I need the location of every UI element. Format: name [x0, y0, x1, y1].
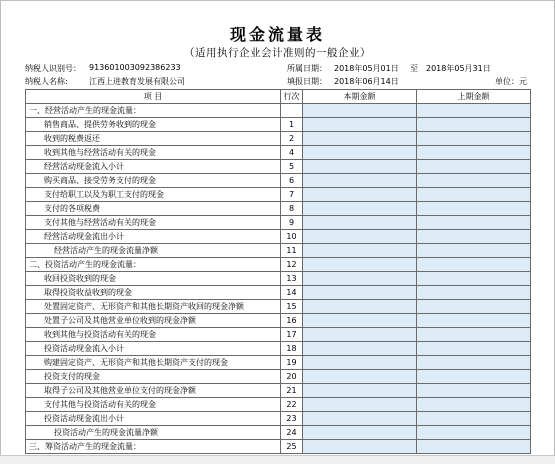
row-index: 9	[281, 216, 303, 230]
period-end: 2018年05月31日	[426, 64, 491, 73]
current-amount-cell[interactable]	[303, 272, 417, 286]
row-index: 10	[281, 230, 303, 244]
table-row	[26, 258, 531, 272]
current-amount-cell[interactable]	[303, 426, 417, 440]
current-amount-cell[interactable]	[303, 356, 417, 370]
table-row	[26, 188, 531, 202]
current-amount-cell[interactable]	[303, 258, 417, 272]
row-item-label: 收到其他与投资活动有关的现金	[26, 328, 281, 342]
table-header-row	[26, 90, 531, 104]
current-amount-cell[interactable]	[303, 342, 417, 356]
previous-amount-cell[interactable]	[417, 370, 531, 384]
previous-amount-cell[interactable]	[417, 216, 531, 230]
row-item-label: 收到的税费返还	[26, 132, 281, 146]
table-row	[26, 202, 531, 216]
table-row	[26, 426, 531, 440]
current-amount-cell[interactable]	[303, 412, 417, 426]
header-row-index: 行次	[281, 90, 303, 104]
previous-amount-cell[interactable]	[417, 188, 531, 202]
row-index: 6	[281, 174, 303, 188]
row-item-label: 取得投资收益收到的现金	[26, 286, 281, 300]
taxpayer-id-value: 913601003092386233	[89, 63, 181, 72]
row-index: 19	[281, 356, 303, 370]
row-index: 2	[281, 132, 303, 146]
table-row	[26, 160, 531, 174]
table-row	[26, 146, 531, 160]
row-index: 21	[281, 384, 303, 398]
header-current-amount: 本期金额	[303, 90, 417, 104]
row-item-label: 销售商品、提供劳务收到的现金	[26, 118, 281, 132]
previous-amount-cell[interactable]	[417, 384, 531, 398]
previous-amount-cell[interactable]	[417, 202, 531, 216]
current-amount-cell[interactable]	[303, 384, 417, 398]
previous-amount-cell[interactable]	[417, 132, 531, 146]
previous-amount-cell[interactable]	[417, 328, 531, 342]
current-amount-cell[interactable]	[303, 370, 417, 384]
fill-date-value: 2018年06月14日	[334, 77, 399, 86]
current-amount-cell[interactable]	[303, 440, 417, 454]
unit-label: 单位：元	[495, 77, 527, 86]
previous-amount-cell[interactable]	[417, 244, 531, 258]
previous-amount-cell[interactable]	[417, 314, 531, 328]
fill-date-label: 填报日期：	[287, 77, 327, 86]
row-index: 16	[281, 314, 303, 328]
row-item-label: 购买商品、接受劳务支付的现金	[26, 174, 281, 188]
period-to: 至	[410, 64, 418, 73]
row-item-label: 取得子公司及其他营业单位支付的现金净额	[26, 384, 281, 398]
row-item-label: 支付给职工以及为职工支付的现金	[26, 188, 281, 202]
current-amount-cell[interactable]	[303, 286, 417, 300]
current-amount-cell[interactable]	[303, 188, 417, 202]
row-item-label: 投资活动现金流出小计	[26, 412, 281, 426]
previous-amount-cell[interactable]	[417, 300, 531, 314]
report-subtitle: （适用执行企业会计准则的一般企业）	[184, 47, 371, 59]
table-row	[26, 230, 531, 244]
row-item-label: 支付其他与经营活动有关的现金	[26, 216, 281, 230]
row-item-label: 二、投资活动产生的现金流量：	[26, 258, 281, 272]
current-amount-cell[interactable]	[303, 244, 417, 258]
period-start: 2018年05月01日	[334, 64, 399, 73]
current-amount-cell[interactable]	[303, 118, 417, 132]
table-row	[26, 412, 531, 426]
table-row	[26, 272, 531, 286]
row-index: 1	[281, 118, 303, 132]
previous-amount-cell[interactable]	[417, 160, 531, 174]
current-amount-cell[interactable]	[303, 160, 417, 174]
row-item-label: 处置固定资产、无形资产和其他长期资产收回的现金净额	[26, 300, 281, 314]
row-item-label: 投资活动现金流入小计	[26, 342, 281, 356]
row-index: 18	[281, 342, 303, 356]
previous-amount-cell[interactable]	[417, 342, 531, 356]
row-item-label: 一、经营活动产生的现金流量：	[26, 104, 281, 118]
previous-amount-cell[interactable]	[417, 426, 531, 440]
current-amount-cell[interactable]	[303, 328, 417, 342]
table-row	[26, 118, 531, 132]
previous-amount-cell[interactable]	[417, 118, 531, 132]
row-item-label: 收回投资收到的现金	[26, 272, 281, 286]
row-index: 15	[281, 300, 303, 314]
current-amount-cell[interactable]	[303, 314, 417, 328]
row-index: 14	[281, 286, 303, 300]
table-row	[26, 244, 531, 258]
report-title: 现金流量表	[229, 25, 325, 44]
table-row	[26, 300, 531, 314]
row-index: 13	[281, 272, 303, 286]
row-index	[281, 104, 303, 118]
table-row	[26, 314, 531, 328]
current-amount-cell[interactable]	[303, 146, 417, 160]
previous-amount-cell[interactable]	[417, 398, 531, 412]
row-index: 4	[281, 146, 303, 160]
row-item-label: 经营活动现金流入小计	[26, 160, 281, 174]
row-item-label: 投资活动产生的现金流量净额	[26, 426, 281, 440]
previous-amount-cell[interactable]	[417, 356, 531, 370]
table-row	[26, 440, 531, 454]
previous-amount-cell[interactable]	[417, 412, 531, 426]
previous-amount-cell[interactable]	[417, 146, 531, 160]
previous-amount-cell[interactable]	[417, 286, 531, 300]
table-row	[26, 216, 531, 230]
table-row	[26, 356, 531, 370]
row-item-label: 投资支付的现金	[26, 370, 281, 384]
current-amount-cell[interactable]	[303, 132, 417, 146]
current-amount-cell[interactable]	[303, 104, 417, 118]
previous-amount-cell[interactable]	[417, 440, 531, 454]
row-index: 20	[281, 370, 303, 384]
row-item-label: 购建固定资产、无形资产和其他长期资产支付的现金	[26, 356, 281, 370]
previous-amount-cell[interactable]	[417, 258, 531, 272]
row-item-label: 支付其他与投资活动有关的现金	[26, 398, 281, 412]
row-index: 11	[281, 244, 303, 258]
row-index: 24	[281, 426, 303, 440]
row-index: 7	[281, 188, 303, 202]
row-item-label: 处置子公司及其他营业单位收到的现金净额	[26, 314, 281, 328]
current-amount-cell[interactable]	[303, 174, 417, 188]
header-previous-amount: 上期金额	[417, 90, 531, 104]
row-item-label: 经营活动产生的现金流量净额	[26, 244, 281, 258]
current-amount-cell[interactable]	[303, 202, 417, 216]
row-index: 17	[281, 328, 303, 342]
row-item-label: 经营活动现金流出小计	[26, 230, 281, 244]
header-item: 项 目	[26, 90, 281, 104]
taxpayer-name-label: 纳税人名称:	[25, 77, 68, 86]
row-index: 25	[281, 440, 303, 454]
cash-flow-table	[25, 89, 531, 454]
period-label: 所属日期：	[287, 64, 327, 73]
table-row	[26, 132, 531, 146]
previous-amount-cell[interactable]	[417, 174, 531, 188]
table-row	[26, 174, 531, 188]
table-row	[26, 328, 531, 342]
current-amount-cell[interactable]	[303, 300, 417, 314]
row-item-label: 收到其他与经营活动有关的现金	[26, 146, 281, 160]
row-index: 22	[281, 398, 303, 412]
taxpayer-id-label: 纳税人识别号：	[25, 64, 81, 73]
table-row	[26, 104, 531, 118]
row-index: 5	[281, 160, 303, 174]
taxpayer-name-value: 江西上进教育发展有限公司	[89, 77, 185, 86]
row-index: 12	[281, 258, 303, 272]
row-item-label: 三、筹资活动产生的现金流量：	[26, 440, 281, 454]
table-row	[26, 342, 531, 356]
current-amount-cell[interactable]	[303, 230, 417, 244]
table-row	[26, 286, 531, 300]
row-index: 8	[281, 202, 303, 216]
table-row	[26, 384, 531, 398]
table-row	[26, 370, 531, 384]
previous-amount-cell[interactable]	[417, 104, 531, 118]
previous-amount-cell[interactable]	[417, 230, 531, 244]
table-row	[26, 398, 531, 412]
row-item-label: 支付的各项税费	[26, 202, 281, 216]
previous-amount-cell[interactable]	[417, 272, 531, 286]
current-amount-cell[interactable]	[303, 216, 417, 230]
current-amount-cell[interactable]	[303, 398, 417, 412]
row-index: 23	[281, 412, 303, 426]
